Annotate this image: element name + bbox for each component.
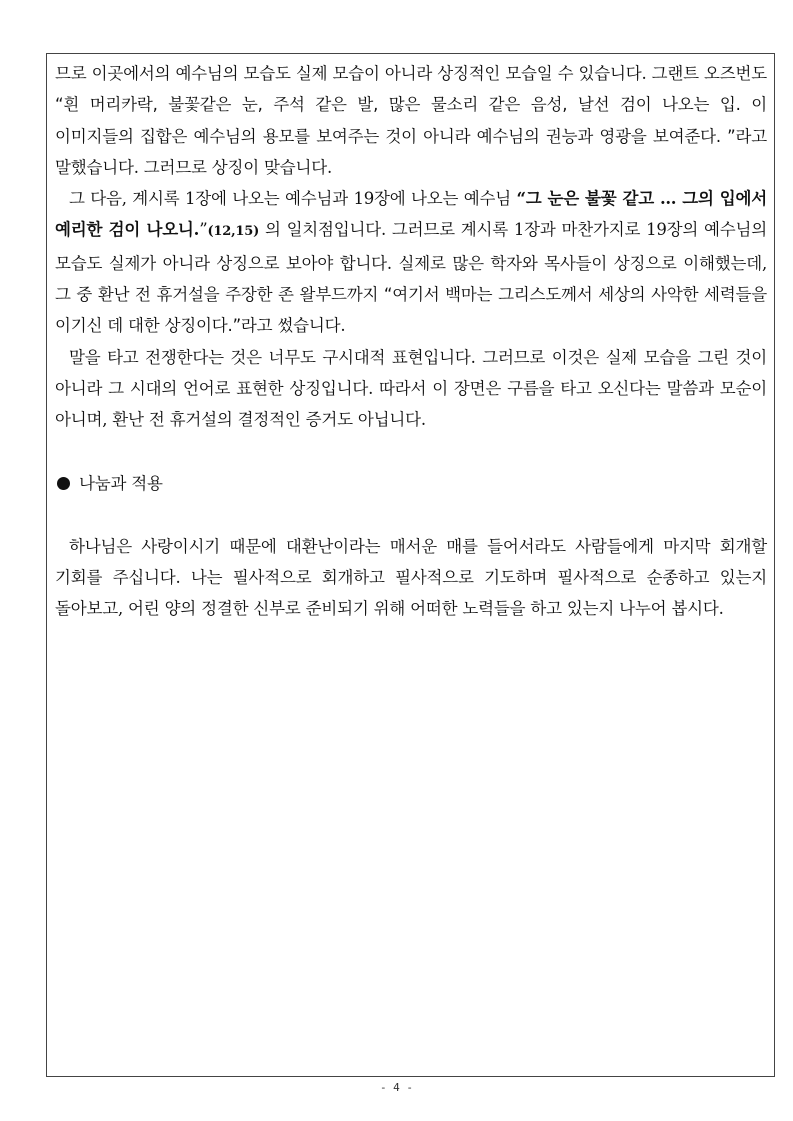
paragraph-2-text-b: 의 일치점입니다. 그러므로 계시록 1장과 마찬가지로 19장의 예수님의 모습도 실제가 아니라 상징으로 보아야 합니다. 실제로 많은 학자와 목사들이 상징으로 이해했는데, 그 중 환난 전 휴거설을 주장한 존 왈부드까지 (55, 220, 767, 305)
section-heading (55, 468, 767, 499)
paragraph-2-walvoord-quote: “여기서 백마는 그리스도께서 세상의 사악한 세력들을 이기신 데 대한 상징이다.” (55, 285, 767, 336)
bullet-icon (57, 477, 70, 490)
section-title: 나눔과 적용 (79, 473, 163, 493)
paragraph-3: 말을 타고 전쟁한다는 것은 너무도 구시대적 표현입니다. 그러므로 이것은 실제 모습을 그린 것이 아니라 그 시대의 언어로 표현한 상징입니다. 따라서 이 장면은 구름을 타고 오신다는 말씀과 모순이 아니며, 환난 전 휴거설의 결정적인 증거도 아닙니다. (55, 347, 767, 430)
section-body: 하나님은 사랑이시기 때문에 대환난이라는 매서운 매를 들어서라도 사람들에게 마지막 회개할 기회를 주십니다. 나는 필사적으로 회개하고 필사적으로 기도하며 필사적으로 순종하고 있는지 돌아보고, 어린 양의 정결한 신부로 준비되기 위해 어떠한 노력들을 하고 있는지 나누어 봅시다. (55, 536, 767, 619)
paragraph-1-text-a: 므로 이곳에서의 예수님의 모습도 실제 모습이 아니라 상징적인 모습일 수 있습니다. 그랜트 오즈번도 (55, 64, 767, 83)
page-number: - 4 - (379, 1081, 414, 1094)
paragraph-2-verse-ref: (12,15) (207, 224, 260, 240)
paragraph-1-text-b: 라고 말했습니다. 그러므로 상징이 맞습니다. (55, 126, 767, 177)
paragraph-1-quote: “흰 머리카락, 불꽃같은 눈, 주석 같은 발, 많은 물소리 같은 음성, 날선 검이 나오는 입. 이 이미지들의 집합은 예수님의 용모를 보여주는 것이 아니라 예수님의 권능과 영광을 보여준다. ” (55, 95, 767, 146)
paragraph-2-quote-close: ” (199, 220, 208, 240)
paragraph-2 (55, 183, 767, 341)
paragraph-2-text-a: 그 다음, 계시록 1장에 나오는 예수님과 19장에 나오는 예수님 (69, 189, 517, 209)
paragraph-1 (55, 58, 767, 183)
document-body (55, 58, 767, 625)
paragraph-2-text-c: 라고 썼습니다. (240, 316, 346, 336)
paragraph-2-bold-quote: “그 눈은 불꽃 같고 … 그의 입에서 예리한 검이 나오니. (55, 189, 767, 240)
